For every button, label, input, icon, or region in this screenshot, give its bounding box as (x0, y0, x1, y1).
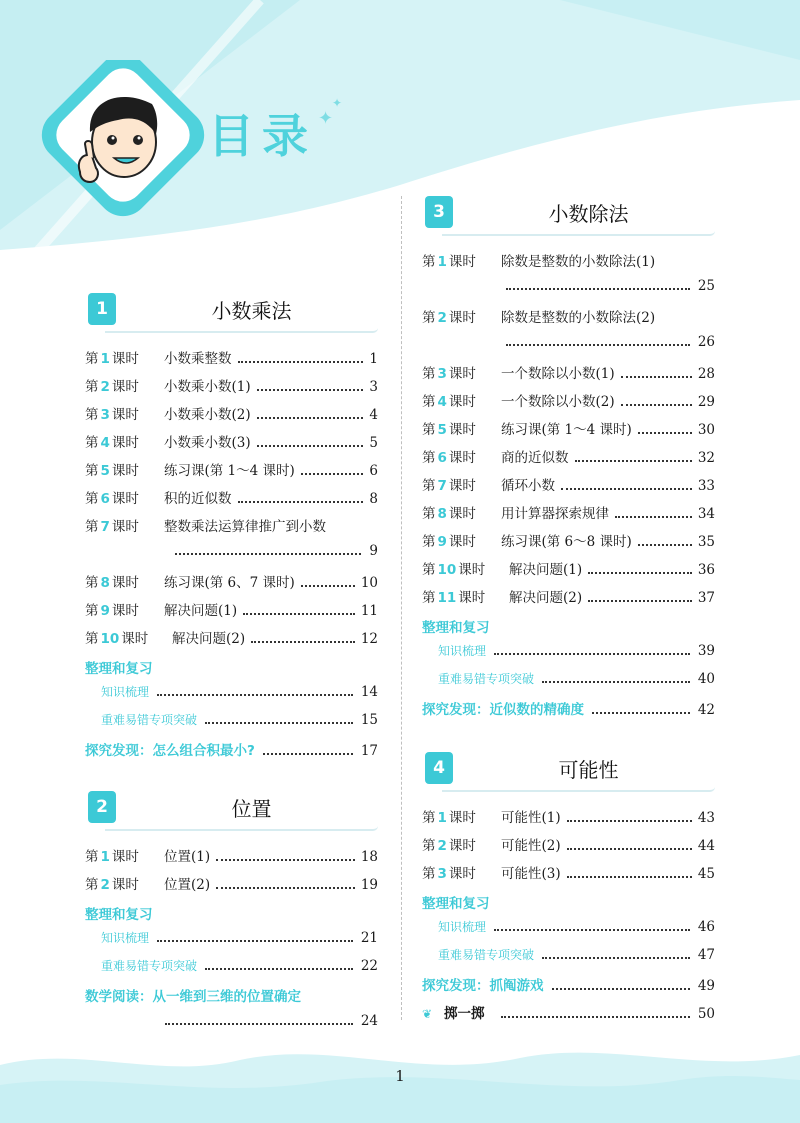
review-item[interactable]: 知识梳理 39 (438, 643, 715, 659)
unit-underline (105, 328, 378, 333)
toc-row[interactable]: 第 1 课时 小数乘整数 1 (85, 351, 378, 367)
unit-title: 小数乘法 (211, 299, 292, 323)
toc-row[interactable]: 第 6 课时 积的近似数 8 (85, 491, 378, 507)
toc-row-continuation[interactable]: 25 (422, 278, 715, 306)
unit-title: 位置 (231, 797, 272, 821)
review-item[interactable]: 知识梳理 46 (438, 919, 715, 935)
right-column (422, 196, 715, 1030)
review-item[interactable]: 重难易错专项突破 47 (438, 947, 715, 963)
toc-row[interactable]: 第 7 课时 整数乘法运算律推广到小数 (85, 519, 326, 535)
unit-number-badge: 4 (425, 752, 453, 784)
review-item[interactable]: 重难易错专项突破 22 (101, 958, 378, 974)
page-number: 1 (395, 1067, 405, 1085)
toc-row[interactable]: 第 5 课时 练习课(第 1～4 课时) 30 (422, 422, 715, 438)
review-item[interactable]: 知识梳理 21 (101, 930, 378, 946)
toc-row[interactable]: 第 2 课时 可能性(2) 44 (422, 838, 715, 854)
toc-row[interactable]: 第 2 课时 除数是整数的小数除法(2) (422, 310, 656, 326)
toc-row[interactable]: 第 6 课时 商的近似数 32 (422, 450, 715, 466)
review-section-title[interactable]: 整理和复习 (85, 907, 153, 923)
review-section-title[interactable]: 整理和复习 (422, 620, 490, 636)
review-item[interactable]: 知识梳理 14 (101, 684, 378, 700)
toc-row-continuation[interactable]: 24 (85, 1013, 378, 1041)
toc-row[interactable]: 第 1 课时 位置(1) 18 (85, 849, 378, 865)
review-item[interactable]: 重难易错专项突破 40 (438, 671, 715, 687)
toc-row-continuation[interactable]: 26 (422, 334, 715, 362)
toc-row[interactable]: 第 9 课时 练习课(第 6～8 课时) 35 (422, 534, 715, 550)
toc-row[interactable]: 第 7 课时 循环小数 33 (422, 478, 715, 494)
reading-row[interactable]: 数学阅读：从一维到三维的位置确定 (85, 989, 301, 1005)
review-item[interactable]: 重难易错专项突破 15 (101, 712, 378, 728)
review-section-title[interactable]: 整理和复习 (85, 661, 153, 677)
unit-number-badge: 3 (425, 196, 453, 228)
unit-number-badge: 2 (88, 791, 116, 823)
unit-underline (442, 787, 715, 792)
toc-row[interactable]: 第 8 课时 用计算器探索规律 34 (422, 506, 715, 522)
toc-row[interactable]: 第 3 课时 小数乘小数(2) 4 (85, 407, 378, 423)
discovery-row[interactable]: 探究发现：近似数的精确度 42 (422, 702, 715, 718)
toc-row[interactable]: 第 1 课时 除数是整数的小数除法(1) (422, 254, 656, 270)
extra-activity-row[interactable]: ❦ 掷一掷 50 (422, 1006, 715, 1022)
unit-number-badge: 1 (88, 293, 116, 325)
discovery-row[interactable]: 探究发现：怎么组合积最小? 17 (85, 743, 378, 759)
sparkle-icon: ✦ (318, 108, 334, 129)
toc-row[interactable]: 第 4 课时 一个数除以小数(2) 29 (422, 394, 715, 410)
column-divider (401, 196, 402, 1020)
toc-row[interactable]: 第 1 课时 可能性(1) 43 (422, 810, 715, 826)
toc-row[interactable]: 第 2 课时 位置(2) 19 (85, 877, 378, 893)
toc-row[interactable]: 第 9 课时 解决问题(1) 11 (85, 603, 378, 619)
unit-underline (442, 231, 715, 236)
unit-underline (105, 826, 378, 831)
toc-row[interactable]: 第 5 课时 练习课(第 1～4 课时) 6 (85, 463, 378, 479)
toc-row[interactable]: 第 3 课时 可能性(3) 45 (422, 866, 715, 882)
discovery-row[interactable]: 探究发现：抓阄游戏 49 (422, 978, 715, 994)
sparkle-icon: ✦ (332, 96, 343, 110)
left-column (85, 293, 378, 1041)
toc-row[interactable]: 第 2 课时 小数乘小数(1) 3 (85, 379, 378, 395)
sprout-icon: ❦ (422, 1007, 433, 1021)
unit-header (422, 752, 715, 786)
unit-header (85, 791, 378, 825)
toc-row[interactable]: 第 8 课时 练习课(第 6、7 课时) 10 (85, 575, 378, 591)
unit-title: 可能性 (558, 758, 619, 782)
toc-row[interactable]: 第 10 课时 解决问题(1) 36 (422, 562, 715, 578)
toc-row[interactable]: 第 4 课时 小数乘小数(3) 5 (85, 435, 378, 451)
toc-row[interactable]: 第 10 课时 解决问题(2) 12 (85, 631, 378, 647)
toc-title: 目录 (208, 109, 316, 163)
unit-header (422, 196, 715, 230)
unit-title: 小数除法 (548, 202, 629, 226)
toc-row[interactable]: 第 3 课时 一个数除以小数(1) 28 (422, 366, 715, 382)
unit-header (85, 293, 378, 327)
review-section-title[interactable]: 整理和复习 (422, 896, 490, 912)
toc-row[interactable]: 第 11 课时 解决问题(2) 37 (422, 590, 715, 606)
toc-row-continuation[interactable]: 9 (85, 543, 378, 571)
mascot-avatar (40, 60, 210, 220)
